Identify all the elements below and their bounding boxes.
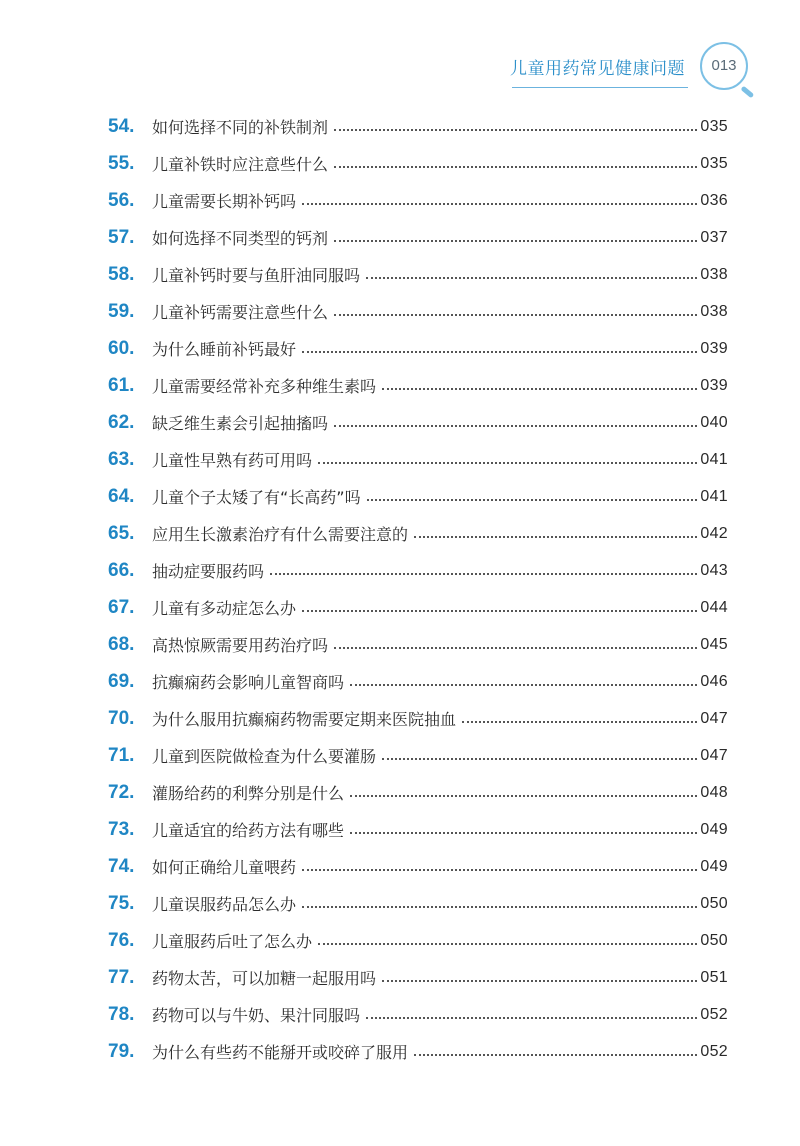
toc-entry-number: 65.	[108, 522, 135, 544]
toc-dot-leader	[414, 1053, 697, 1056]
toc-entry-number: 58.	[108, 263, 135, 285]
toc-entry[interactable]	[108, 404, 728, 441]
header-rule	[512, 87, 688, 88]
toc-entry-title: 如何正确给儿童喂药	[152, 858, 297, 877]
toc-entry-number: 59.	[108, 300, 135, 322]
toc-entry-page: 049	[700, 857, 728, 875]
toc-dot-leader	[318, 942, 697, 945]
toc-entry[interactable]	[108, 700, 728, 737]
toc-entry-page: 045	[700, 635, 728, 653]
toc-dot-leader	[334, 239, 697, 242]
toc-entry[interactable]	[108, 478, 728, 515]
running-header-title: 儿童用药常见健康问题	[510, 59, 685, 79]
toc-dot-leader	[302, 202, 697, 205]
toc-entry[interactable]	[108, 589, 728, 626]
toc-dot-leader	[382, 757, 697, 760]
toc-entry[interactable]	[108, 626, 728, 663]
toc-entry-number: 72.	[108, 781, 135, 803]
toc-dot-leader	[350, 683, 697, 686]
toc-dot-leader	[302, 905, 697, 908]
toc-entry-number: 74.	[108, 855, 135, 877]
toc-dot-leader	[382, 387, 697, 390]
toc-entry-page: 047	[700, 709, 728, 727]
toc-entry[interactable]	[108, 256, 728, 293]
toc-entry-page: 035	[700, 117, 728, 135]
toc-dot-leader	[414, 535, 697, 538]
toc-entry-number: 73.	[108, 818, 135, 840]
toc-dot-leader	[302, 868, 697, 871]
running-header	[0, 40, 800, 100]
toc-entry[interactable]	[108, 848, 728, 885]
toc-entry-number: 60.	[108, 337, 135, 359]
toc-entry-number: 64.	[108, 485, 135, 507]
toc-entry[interactable]	[108, 108, 728, 145]
toc-entry-title: 儿童到医院做检查为什么要灌肠	[152, 747, 377, 766]
toc-entry-title: 药物太苦，可以加糖一起服用吗	[152, 969, 377, 988]
toc-entry-title: 儿童补铁时应注意些什么	[152, 155, 329, 174]
toc-entry-title: 灌肠给药的利弊分别是什么	[152, 784, 345, 803]
toc-entry-number: 79.	[108, 1040, 135, 1062]
toc-entry-page: 052	[700, 1005, 728, 1023]
toc-entry[interactable]	[108, 996, 728, 1033]
toc-entry-number: 70.	[108, 707, 135, 729]
toc-entry-page: 048	[700, 783, 728, 801]
toc-dot-leader	[382, 979, 697, 982]
toc-entry-title: 儿童补钙需要注意些什么	[152, 303, 329, 322]
toc-entry-page: 044	[700, 598, 728, 616]
toc-entry-number: 61.	[108, 374, 135, 396]
toc-entry[interactable]	[108, 811, 728, 848]
toc-entry-page: 050	[700, 931, 728, 949]
toc-entry-number: 75.	[108, 892, 135, 914]
toc-entry-title: 为什么有些药不能掰开或咬碎了服用	[152, 1043, 409, 1062]
toc-entry-page: 043	[700, 561, 728, 579]
toc-entry-title: 为什么睡前补钙最好	[152, 340, 297, 359]
toc-entry-title: 儿童个子太矮了有“长高药”吗	[152, 488, 361, 507]
toc-entry-page: 040	[700, 413, 728, 431]
toc-dot-leader	[334, 313, 697, 316]
toc-entry-page: 050	[700, 894, 728, 912]
toc-dot-leader	[350, 831, 697, 834]
toc-entry-page: 051	[700, 968, 728, 986]
toc-dot-leader	[302, 609, 697, 612]
toc-entry-page: 041	[700, 487, 728, 505]
toc-entry[interactable]	[108, 441, 728, 478]
toc-entry[interactable]	[108, 663, 728, 700]
toc-entry-number: 57.	[108, 226, 135, 248]
toc-entry-page: 047	[700, 746, 728, 764]
toc-entry-page: 039	[700, 376, 728, 394]
toc-entry-number: 66.	[108, 559, 135, 581]
toc-entry[interactable]	[108, 774, 728, 811]
toc-entry[interactable]	[108, 552, 728, 589]
toc-dot-leader	[318, 461, 697, 464]
toc-entry-number: 62.	[108, 411, 135, 433]
toc-entry-title: 应用生长激素治疗有什么需要注意的	[152, 525, 409, 544]
toc-entry[interactable]	[108, 922, 728, 959]
toc-dot-leader	[334, 424, 697, 427]
toc-entry[interactable]	[108, 1033, 728, 1070]
toc-entry-number: 67.	[108, 596, 135, 618]
toc-entry[interactable]	[108, 293, 728, 330]
toc-dot-leader	[334, 646, 697, 649]
toc-dot-leader	[270, 572, 697, 575]
toc-dot-leader	[462, 720, 697, 723]
toc-entry-number: 69.	[108, 670, 135, 692]
toc-dot-leader	[350, 794, 697, 797]
toc-entry-page: 042	[700, 524, 728, 542]
toc-entry-number: 68.	[108, 633, 135, 655]
toc-dot-leader	[334, 128, 697, 131]
toc-entry[interactable]	[108, 515, 728, 552]
toc-entry-page: 039	[700, 339, 728, 357]
toc-entry-title: 儿童性早熟有药可用吗	[152, 451, 313, 470]
toc-entry-page: 038	[700, 265, 728, 283]
toc-entry-title: 儿童需要长期补钙吗	[152, 192, 297, 211]
toc-entry-number: 76.	[108, 929, 135, 951]
toc-entry-title: 儿童服药后吐了怎么办	[152, 932, 313, 951]
toc-entry-title: 高热惊厥需要用药治疗吗	[152, 636, 329, 655]
toc-entry[interactable]	[108, 885, 728, 922]
toc-dot-leader	[367, 498, 698, 501]
toc-entry[interactable]	[108, 959, 728, 996]
toc-entry[interactable]	[108, 330, 728, 367]
toc-entry-title: 缺乏维生素会引起抽搐吗	[152, 414, 329, 433]
toc-entry-number: 56.	[108, 189, 135, 211]
toc-entry-number: 77.	[108, 966, 135, 988]
toc-entry-number: 54.	[108, 115, 135, 137]
toc-entry[interactable]	[108, 182, 728, 219]
toc-entry-title: 为什么服用抗癫痫药物需要定期来医院抽血	[152, 710, 457, 729]
toc-entry-page: 052	[700, 1042, 728, 1060]
toc-entry[interactable]	[108, 367, 728, 404]
toc-entry-page: 041	[700, 450, 728, 468]
toc-entry-page: 038	[700, 302, 728, 320]
toc-entry-title: 抗癫痫药会影响儿童智商吗	[152, 673, 345, 692]
toc-entry-number: 71.	[108, 744, 135, 766]
toc-entry[interactable]	[108, 219, 728, 256]
toc-entry-title: 儿童补钙时要与鱼肝油同服吗	[152, 266, 361, 285]
toc-entry-title: 抽动症要服药吗	[152, 562, 265, 581]
toc-dot-leader	[366, 276, 697, 279]
toc-dot-leader	[302, 350, 697, 353]
toc-entry-number: 63.	[108, 448, 135, 470]
page-number: 013	[711, 57, 737, 74]
toc-entry-title: 药物可以与牛奶、果汁同服吗	[152, 1006, 361, 1025]
toc-dot-leader	[366, 1016, 697, 1019]
toc-dot-leader	[334, 165, 697, 168]
toc-entry-page: 046	[700, 672, 728, 690]
toc-entry-title: 如何选择不同类型的钙剂	[152, 229, 329, 248]
toc-entry-number: 55.	[108, 152, 135, 174]
magnifier-icon	[700, 42, 748, 90]
toc-entry-title: 儿童需要经常补充多种维生素吗	[152, 377, 377, 396]
toc-entry-page: 035	[700, 154, 728, 172]
toc-entry-title: 儿童适宜的给药方法有哪些	[152, 821, 345, 840]
magnifier-handle	[740, 86, 754, 99]
toc-entry[interactable]	[108, 737, 728, 774]
toc-entry-title: 如何选择不同的补铁制剂	[152, 118, 329, 137]
table-of-contents	[108, 108, 728, 1070]
toc-entry-number: 78.	[108, 1003, 135, 1025]
toc-entry-page: 049	[700, 820, 728, 838]
toc-entry[interactable]	[108, 145, 728, 182]
toc-entry-page: 036	[700, 191, 728, 209]
toc-entry-page: 037	[700, 228, 728, 246]
toc-entry-title: 儿童有多动症怎么办	[152, 599, 297, 618]
toc-entry-title: 儿童误服药品怎么办	[152, 895, 297, 914]
